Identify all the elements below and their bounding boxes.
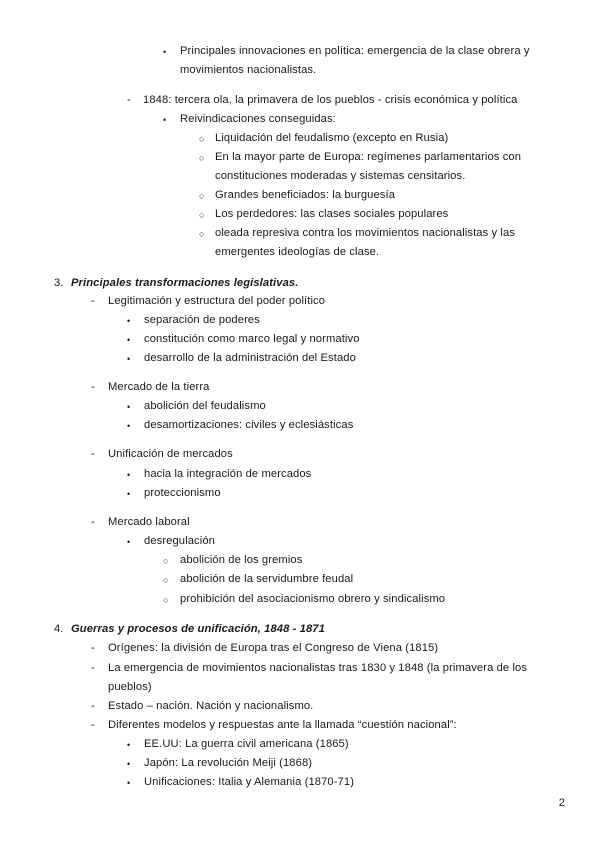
text-line: EE.UU: La guerra civil americana (1865): [144, 738, 349, 750]
text-line: desamortizaciones: civiles y eclesiásticas: [144, 419, 354, 431]
text-line: 1848: tercera ola, la primavera de los pueblos - crisis económica y política: [143, 94, 518, 106]
text-line: desregulación: [144, 535, 215, 547]
text-line: Orígenes: la división de Europa tras el Congreso de Viena (1815): [108, 642, 439, 654]
text-line: emergentes ideologías de clase.: [215, 246, 380, 258]
text-line: oleada represiva contra los movimientos nacionalistas y las: [215, 227, 516, 239]
text-line: desarrollo de la administración del Estado: [144, 352, 356, 364]
text-line: constitución como marco legal y normativo: [144, 333, 360, 345]
text-line: Unificación de mercados: [108, 448, 233, 460]
dash-marker: -: [91, 662, 95, 674]
bullet-marker: •: [127, 778, 131, 788]
bullet-marker: •: [127, 759, 131, 769]
circle-marker: ○: [199, 210, 205, 220]
text-line: En la mayor parte de Europa: regímenes parlamentarios con: [215, 151, 522, 163]
dash-marker: -: [91, 642, 95, 654]
text-line: pueblos): [108, 681, 152, 693]
text-line: Principales innovaciones en política: emergencia de la clase obrera y: [180, 45, 530, 57]
dash-marker: -: [91, 516, 95, 528]
circle-marker: ○: [163, 556, 169, 566]
text-line: Unificaciones: Italia y Alemania (1870-71): [144, 776, 355, 788]
text-line: abolición de los gremios: [180, 554, 303, 566]
text-line: Grandes beneficiados: la burguesía: [215, 189, 396, 201]
bullet-marker: •: [127, 402, 131, 412]
dash-marker: -: [91, 448, 95, 460]
text-line: separación de poderes: [144, 314, 260, 326]
section-heading: Principales transformaciones legislativas.: [71, 277, 299, 289]
text-line: proteccionismo: [144, 487, 221, 499]
dash-marker: -: [91, 719, 95, 731]
circle-marker: ○: [199, 134, 205, 144]
text-line: Mercado laboral: [108, 516, 190, 528]
bullet-marker: •: [127, 740, 131, 750]
bullet-marker: •: [127, 489, 131, 499]
text-line: Los perdedores: las clases sociales populares: [215, 208, 449, 220]
text-line: abolición de la servidumbre feudal: [180, 573, 354, 585]
bullet-marker: •: [127, 335, 131, 345]
dash-marker: -: [91, 700, 95, 712]
bullet-marker: •: [127, 316, 131, 326]
bullet-marker: •: [127, 470, 131, 480]
text-line: constituciones moderadas y sistemas censitarios.: [215, 170, 466, 182]
bullet-marker: •: [127, 354, 131, 364]
dash-marker: -: [91, 295, 95, 307]
text-line: Estado – nación. Nación y nacionalismo.: [108, 700, 314, 712]
text-line: Legitimación y estructura del poder político: [108, 295, 326, 307]
section-number: 3.: [54, 277, 64, 289]
text-line: hacia la integración de mercados: [144, 468, 312, 480]
text-line: abolición del feudalismo: [144, 400, 266, 412]
text-line: movimientos nacionalistas.: [180, 64, 317, 76]
bullet-marker: •: [163, 47, 167, 57]
section-heading: Guerras y procesos de unificación, 1848 - 1871: [71, 623, 325, 635]
text-line: Japón: La revolución Meiji (1868): [144, 757, 313, 769]
text-line: prohibición del asociacionismo obrero y sindicalismo: [180, 593, 446, 605]
page-number: 2: [558, 797, 565, 809]
circle-marker: ○: [199, 229, 205, 239]
text-line: La emergencia de movimientos nacionalistas tras 1830 y 1848 (la primavera de los: [108, 662, 528, 674]
bullet-marker: •: [163, 115, 167, 125]
circle-marker: ○: [163, 595, 169, 605]
dash-marker: -: [127, 94, 131, 106]
text-line: Diferentes modelos y respuestas ante la llamada “cuestión nacional”:: [108, 719, 457, 731]
text-line: Mercado de la tierra: [108, 381, 210, 393]
section-number: 4.: [54, 623, 64, 635]
bullet-marker: •: [127, 537, 131, 547]
text-line: Liquidación del feudalismo (excepto en Rusia): [215, 132, 449, 144]
circle-marker: ○: [199, 191, 205, 201]
circle-marker: ○: [199, 153, 205, 163]
bullet-marker: •: [127, 421, 131, 431]
circle-marker: ○: [163, 575, 169, 585]
dash-marker: -: [91, 381, 95, 393]
text-line: Reivindicaciones conseguidas:: [180, 113, 336, 125]
